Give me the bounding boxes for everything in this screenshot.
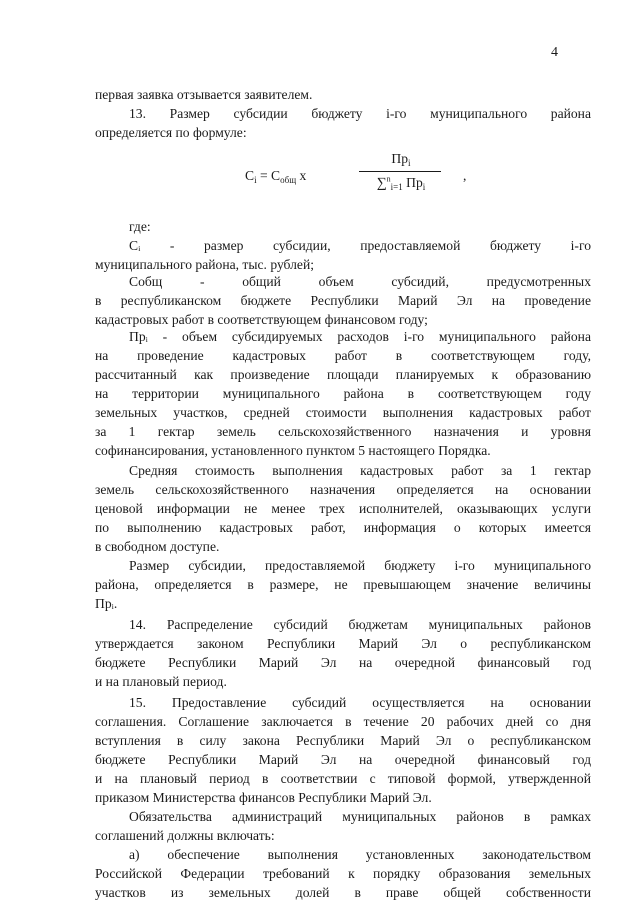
text-line: земельных участков, средней стоимости выполнения кадастровых работ — [95, 405, 591, 420]
formula-numerator: $Пр_i$ — [391, 151, 411, 168]
text-line: где: — [129, 219, 151, 234]
page-number: 4 — [551, 45, 558, 60]
text-line: приказом Министерства финансов Республики Марий Эл. — [95, 790, 432, 805]
paragraph-13-heading: 13. Размер субсидии бюджету i-го муниципального района — [129, 106, 591, 121]
text-line: соглашений должны включать: — [95, 828, 275, 843]
text-line: в свободном доступе. — [95, 539, 220, 554]
text-line: в республиканском бюджете Республики Марий Эл на проведение — [95, 293, 591, 308]
text-line: района, определяется в размере, не превышающем значение величины — [95, 577, 591, 592]
text-line: участков из земельных долей в праве общей собственности — [95, 885, 591, 900]
definition-pri: Прᵢ - объем субсидируемых расходов i-го муниципального района — [129, 329, 591, 344]
paragraph-subsidy-size: Размер субсидии, предоставляемой бюджету i-го муниципального — [129, 558, 591, 573]
text-line: бюджете Республики Марий Эл на очередной финансовый год — [95, 655, 591, 670]
sum-symbol: ∑ — [376, 176, 387, 191]
text-line: по выполнению кадастровых работ, информация о которых имеется — [95, 520, 591, 535]
text-line: определяется по формуле: — [95, 125, 247, 140]
text-line: ценовой информации не менее трех исполнителей, оказывающих услуги — [95, 501, 591, 516]
paragraph-14: 14. Распределение субсидий бюджетам муниципальных районов — [129, 617, 591, 632]
paragraph-obligations: Обязательства администраций муниципальных районов в рамках — [129, 809, 591, 824]
text-line: утверждается законом Республики Марий Эл о республиканском — [95, 636, 591, 651]
text-line: бюджете Республики Марий Эл на очередной финансовый год — [95, 752, 591, 767]
definition-ci: Cᵢ - размер субсидии, предоставляемой бюджету i-го — [129, 238, 591, 253]
text-line: вступления в силу закона Республики Марий Эл о республиканском — [95, 733, 591, 748]
text-line: и на плановый период в соответствии с типовой формой, утвержденной — [95, 771, 591, 786]
text-line: софинансирования, установленного пунктом 5 настоящего Порядка. — [95, 443, 491, 458]
text-line: Российской Федерации требований к порядку образования земельных — [95, 866, 591, 881]
paragraph-15: 15. Предоставление субсидий осуществляется на основании — [129, 695, 591, 710]
text-line: рассчитанный как произведение площади планируемых к образованию — [95, 367, 591, 382]
formula-lhs: $C_i = C_{общ}$ x — [245, 168, 307, 185]
text-line: на проведение кадастровых работ в соответствующем году, — [95, 348, 591, 363]
document-page — [95, 0, 591, 905]
text-line: кадастровых работ в соответствующем финансовом году; — [95, 312, 428, 327]
text-line: за 1 гектар земель сельскохозяйственного назначения и уровня — [95, 424, 591, 439]
paragraph-average-cost: Средняя стоимость выполнения кадастровых работ за 1 гектар — [129, 463, 591, 478]
text-line: на территории муниципального района в соответствующем году — [95, 386, 591, 401]
text-line: земель сельскохозяйственного назначения определяется на основании — [95, 482, 591, 497]
subsidy-formula: $C_i = C_{общ}$ x $Пр_i$ ∑$^n_{i=1}$ $Пр_i$ , — [245, 151, 467, 192]
text-line: первая заявка отзывается заявителем. — [95, 87, 313, 102]
text-line: и на плановый период. — [95, 674, 227, 689]
text-line: Прᵢ. — [95, 596, 118, 611]
text-line: соглашения. Соглашение заключается в течение 20 рабочих дней со дня — [95, 714, 591, 729]
list-item-a: а) обеспечение выполнения установленных законодательством — [129, 847, 591, 862]
definition-cobsh: Cобщ - общий объем субсидий, предусмотренных — [129, 274, 591, 289]
text-line: муниципального района, тыс. рублей; — [95, 257, 315, 272]
formula-denominator: ∑$^n_{i=1}$ $Пр_i$ — [376, 174, 426, 192]
fraction-bar — [359, 171, 441, 172]
